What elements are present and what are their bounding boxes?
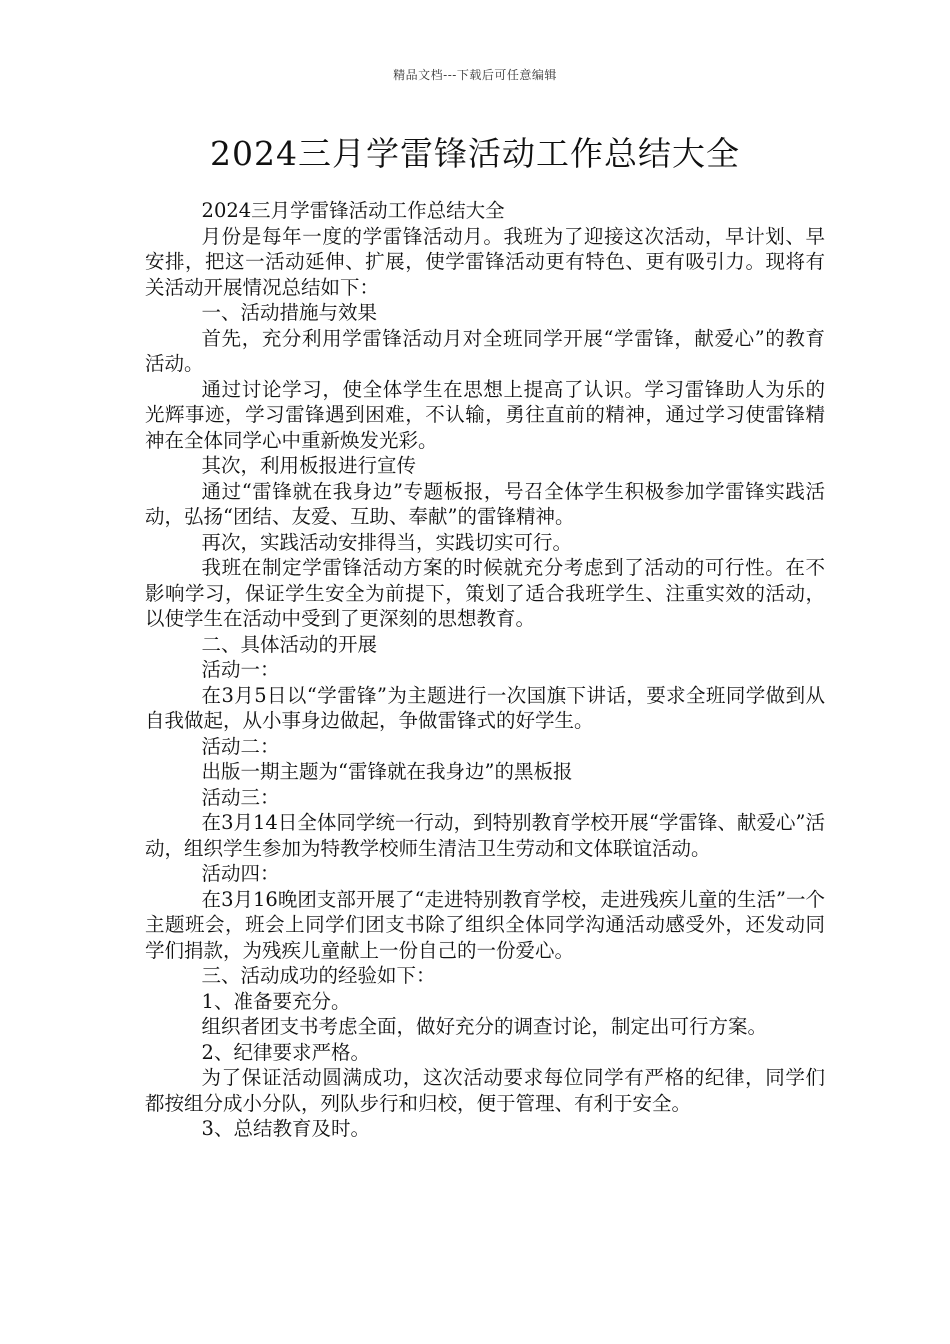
paragraph: 2024三月学雷锋活动工作总结大全 [201,199,505,222]
paragraph: 再次，实践活动安排得当，实践切实可行。 [201,530,573,554]
paragraph: 组织者团支书考虑全面，做好充分的调查讨论，制定出可行方案。 [201,1015,768,1038]
page-header: 精品文档---下载后可任意编辑 [393,68,557,82]
paragraph: 首先，充分利用学雷锋活动月对全班同学开展“学雷锋，献爱心”的教育活动。 [145,326,825,375]
activity-label: 活动一： [201,658,280,681]
list-item: 1、准备要充分。 [201,989,351,1013]
list-item: 3、总结教育及时。 [201,1117,370,1140]
paragraph: 其次，利用板报进行宣传 [201,454,417,477]
paragraph: 通过讨论学习，使全体学生在思想上提高了认识。学习雷锋助人为乐的光辉事迹，学习雷锋遇到困难，不认输，勇往直前的精神，通过学习使雷锋精神在全体同学心中重新焕发光彩。 [145,377,825,452]
list-item: 2、纪律要求严格。 [201,1040,370,1064]
activity-label: 活动四： [201,862,280,885]
section-heading: 二、具体活动的开展 [201,632,378,656]
activity-label: 活动二： [201,734,280,758]
paragraph: 在3月16晚团支部开展了“走进特别教育学校，走进残疾儿童的生活”一个主题班会，班会上同学们团支书除了组织全体同学沟通活动感受外，还发动同学们捐款，为残疾儿童献上一份自己的一份爱心。 [145,887,825,962]
document-body [145,198,825,1142]
paragraph: 出版一期主题为“雷锋就在我身边”的黑板报 [201,760,573,783]
section-heading: 三、活动成功的经验如下： [201,964,436,987]
paragraph: 在3月5日以“学雷锋”为主题进行一次国旗下讲话，要求全班同学做到从自我做起，从小事身边做起，争做雷锋式的好学生。 [145,683,825,732]
paragraph: 月份是每年一度的学雷锋活动月。我班为了迎接这次活动，早计划、早安排，把这一活动延伸、扩展，使学雷锋活动更有特色、更有吸引力。现将有关活动开展情况总结如下： [145,224,825,299]
paragraph: 通过“雷锋就在我身边”专题板报，号召全体学生积极参加学雷锋实践活动，弘扬“团结、友爱、互助、奉献”的雷锋精神。 [145,479,825,528]
paragraph: 我班在制定学雷锋活动方案的时候就充分考虑到了活动的可行性。在不影响学习，保证学生安全为前提下，策划了适合我班学生、注重实效的活动，以使学生在活动中受到了更深刻的思想教育。 [145,556,825,630]
document-title: 2024三月学雷锋活动工作总结大全 [210,134,740,173]
paragraph: 在3月14日全体同学统一行动，到特别教育学校开展“学雷锋、献爱心”活动，组织学生参加为特教学校师生清洁卫生劳动和文体联谊活动。 [145,811,825,860]
section-heading: 一、活动措施与效果 [201,301,378,324]
activity-label: 活动三： [201,785,280,809]
paragraph: 为了保证活动圆满成功，这次活动要求每位同学有严格的纪律，同学们都按组分成小分队，列队步行和归校，便于管理、有利于安全。 [145,1066,825,1115]
